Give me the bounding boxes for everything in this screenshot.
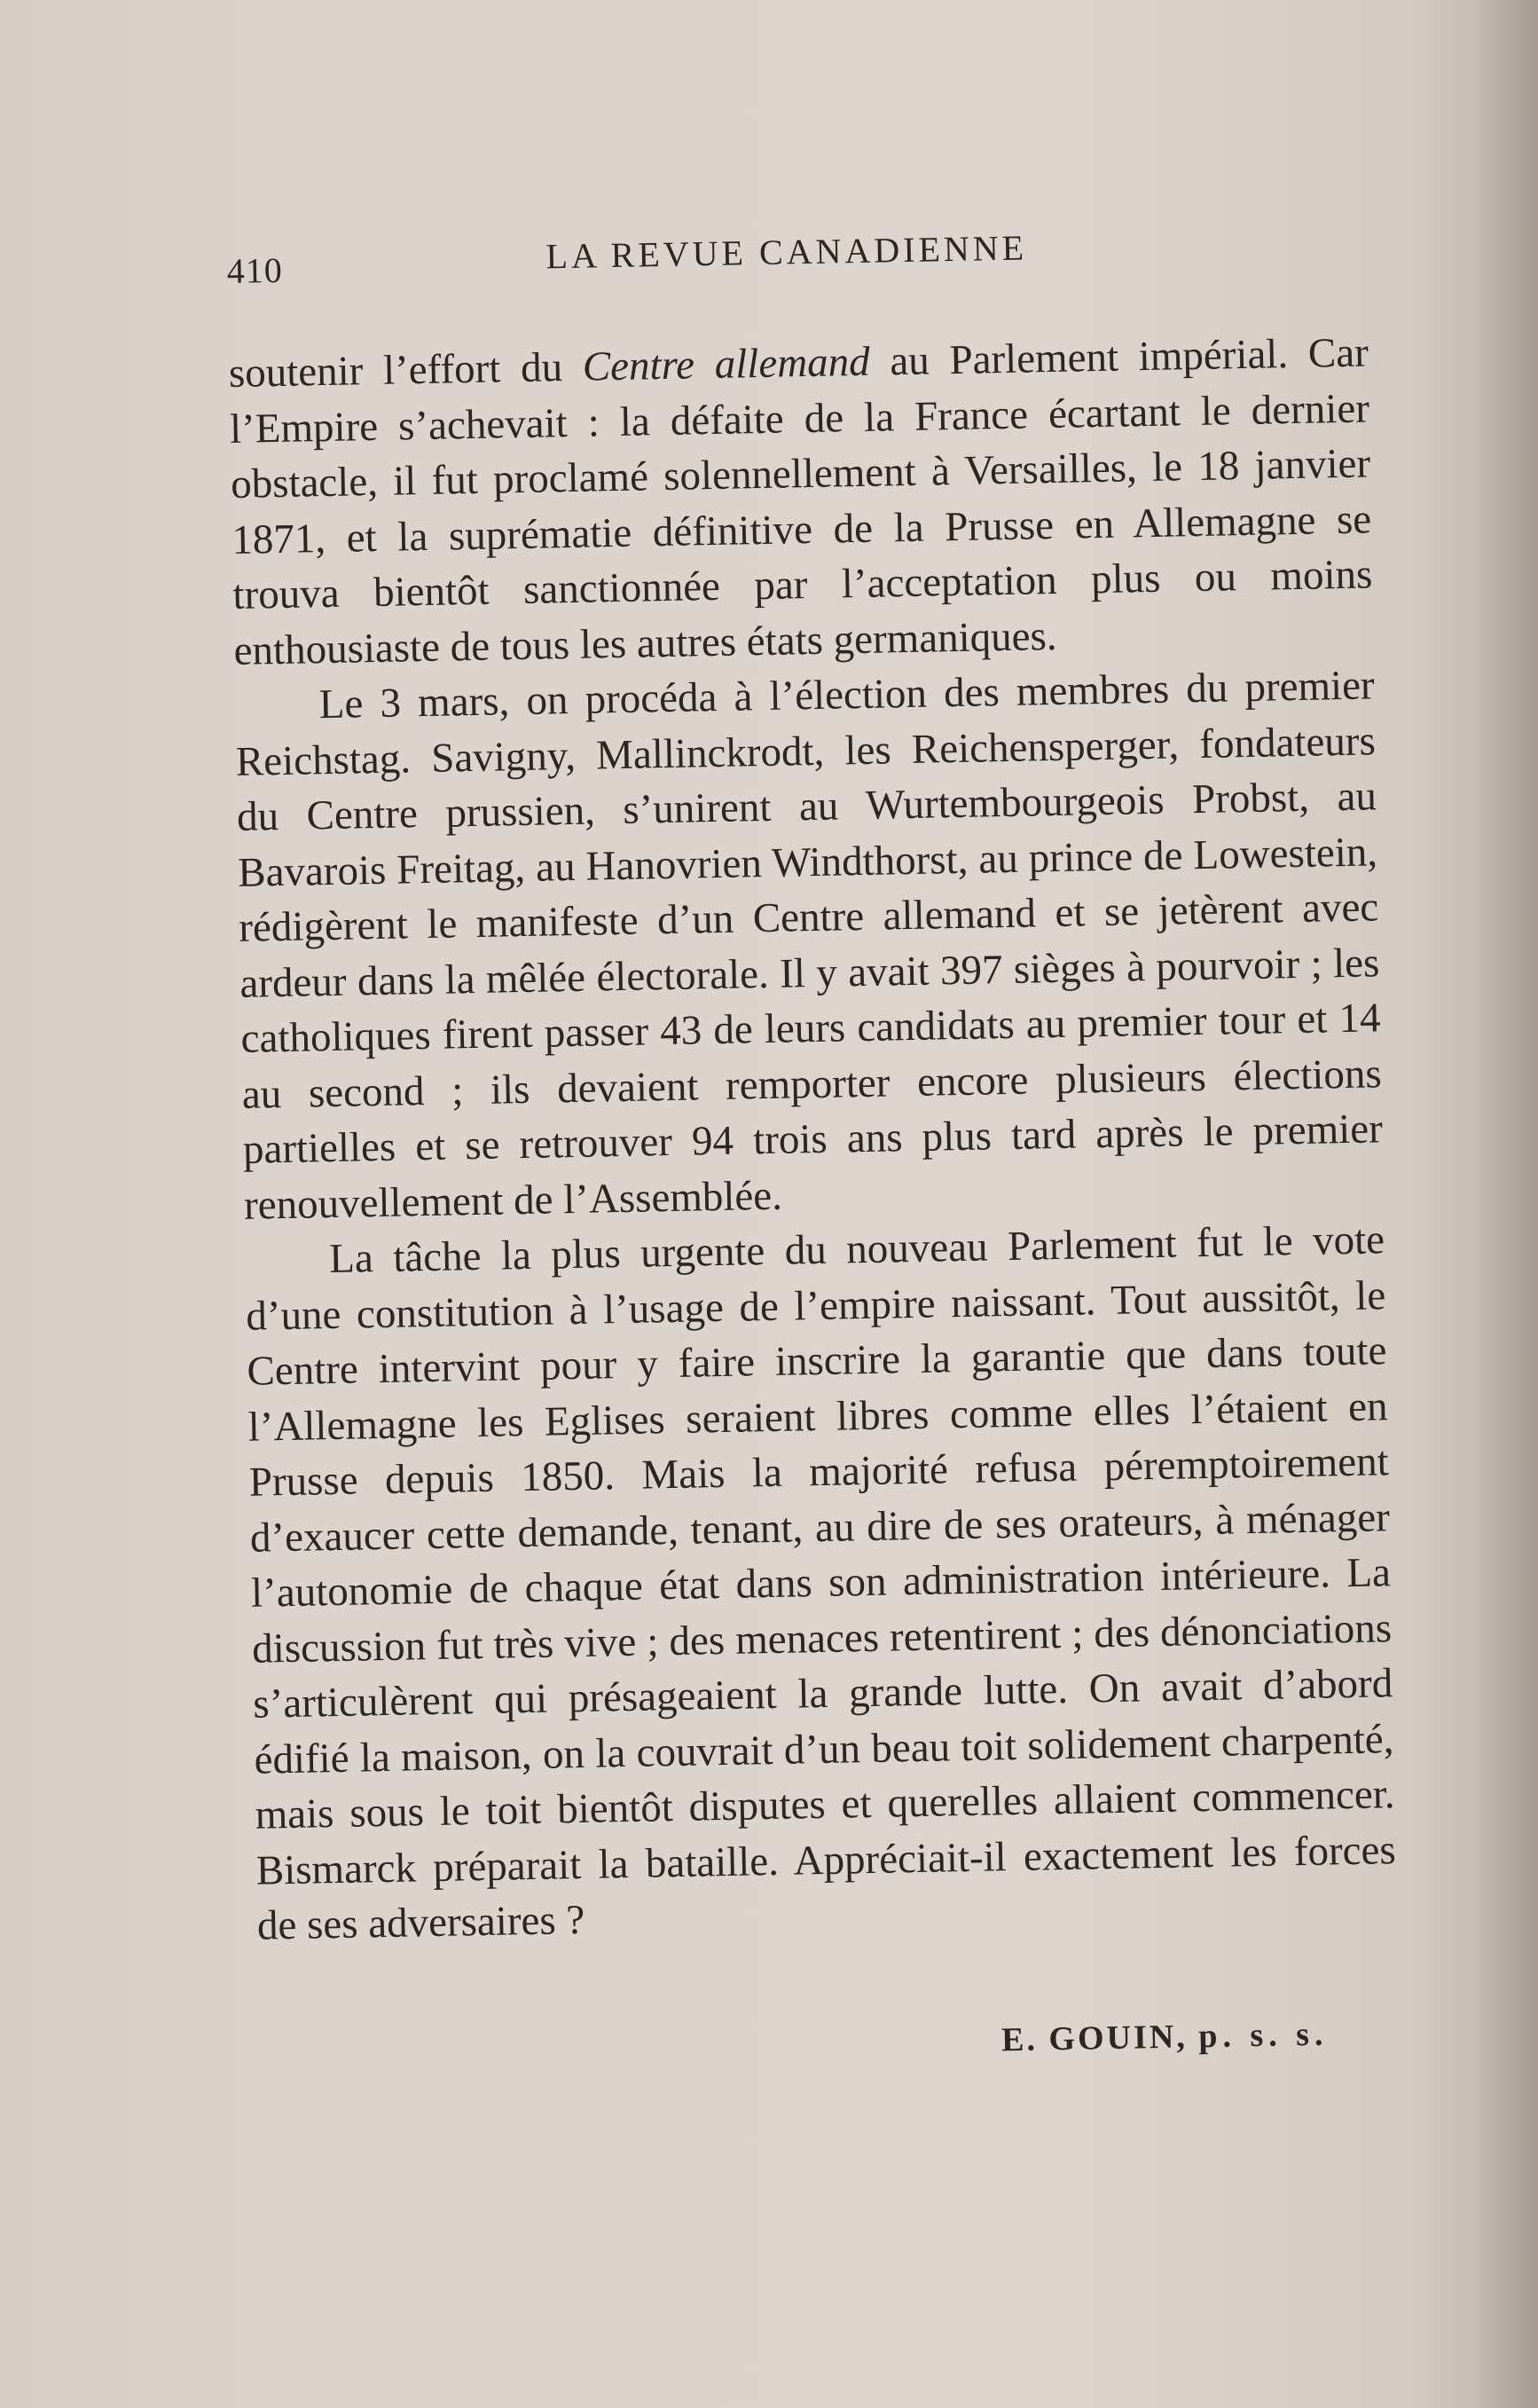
paragraph-3: La tâche la plus urgente du nouveau Parlement fut le vote d’une constitution à l’usage de l’empire naissant. Tout aussitôt, le Centre intervint pour y faire inscrire la garantie que dans toute l’Allemagne les Eglises seraient libres comme elles l’étaient en Prusse depuis 1850. Mais la majorité refusa péremptoirement d’exaucer cette demande, tenant, au dire de ses orateurs, à ménager l’autonomie de chaque état dans son administration intérieure. La discussion fut très vive ; des menaces retentirent ; des dénonciations s’articulèrent qui présageaient la grande lutte. On avait d’abord édifié la maison, on la couvrait d’un beau toit solidement charpenté, mais sous le toit bientôt disputes et querelles allaient commencer. Bismarck préparait la bataille. Appréciait-il exactement les forces de ses adversaires ?	[245, 1216, 1397, 1949]
page-number: 410	[226, 249, 284, 291]
paragraph-1	[228, 325, 1374, 678]
article-body	[228, 325, 1397, 1954]
author-name: E. GOUIN,	[1000, 2017, 1189, 2058]
page-content	[226, 211, 1400, 2073]
paragraph-1-emphasis: Centre allemand	[582, 338, 871, 390]
author-suffix: p. s. s.	[1197, 2015, 1329, 2055]
page-header	[226, 211, 1367, 295]
author-signature	[259, 2013, 1400, 2074]
running-title: LA REVUE CANADIENNE	[545, 227, 1028, 277]
paragraph-1-text-end: au Parlement impérial. Car l’Empire s’achevait : la défaite de la France écartant le dernier obstacle, il fut proclamé solennellement à Versailles, le 18 janvier 1871, et la suprématie définitive de la Prusse en Allemagne se trouva bientôt sanctionnée par l’acceptation plus ou moins enthousiaste de tous les autres états germaniques.	[229, 329, 1373, 674]
paragraph-1-text-start: soutenir l’effort du	[228, 343, 584, 397]
page-gutter-shadow	[1476, 0, 1538, 2408]
paragraph-2: Le 3 mars, on procéda à l’élection des membres du premier Reichstag. Savigny, Mallinckrodt, les Reichensperger, fondateurs du Centre prussien, s’unirent au Wurtembourgeois Probst, au Bavarois Freitag, au Hanovrien Windthorst, au prince de Lowestein, rédigèrent le manifeste d’un Centre allemand et se jetèrent avec ardeur dans la mêlée électorale. Il y avait 397 sièges à pourvoir ; les catholiques firent passer 43 de leurs candidats au premier tour et 14 au second ; ils devaient remporter encore plusieurs élections partielles et se retrouver 94 trois ans plus tard après le premier renouvellement de l’Assemblée.	[235, 662, 1384, 1229]
